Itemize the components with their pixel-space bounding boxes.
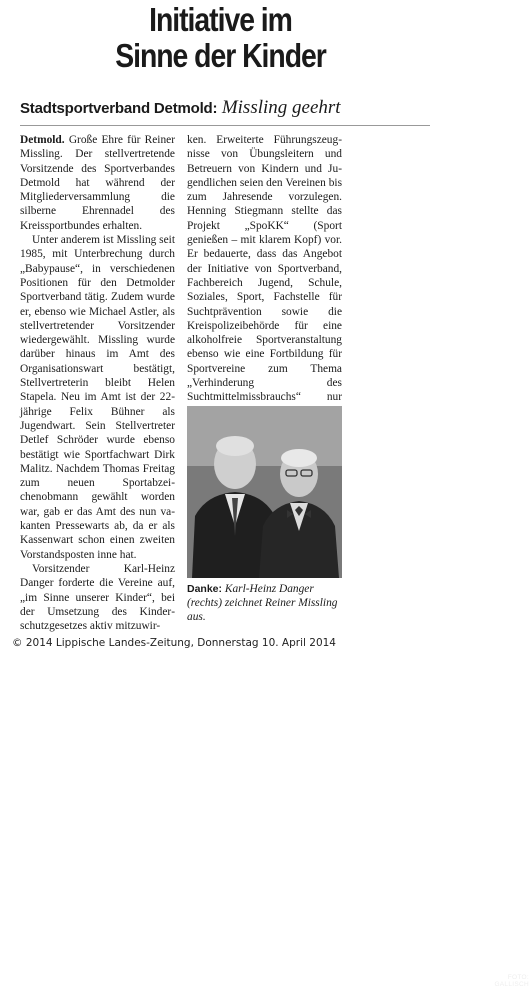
kicker-subtitle: Missling geehrt <box>221 97 341 118</box>
article-column-1 <box>20 133 175 633</box>
paragraph-continued: ken. Erweiterte Führungszeugnisse von Übungsleitern und Betreuern von Kindern und Jugendlichen seien den Vereinen bis zum Jahresende vorzulegen. Henning Stiegmann stellte das Projekt „SpoKK“ (Sport genießen – mit klarem Kopf) vor. Er bedauerte, dass das Angebot der Initiative von Sportverband, Fachbereich Jugend, Schule, Soziales, Sport, Fachstelle für Suchtprävention sowie die Kreispolizeibehörde für eine alkoholfreie Sportveranstaltung ebenso wie eine Fortbildung für Sportvereine zum Thema „Verhinderung des Suchtmittelmissbrauchs“ nur <box>187 134 342 404</box>
paragraph-1 <box>20 133 175 233</box>
kicker-organization: Stadtsportverband Detmold: <box>20 100 218 117</box>
caption-label: Danke: <box>187 583 223 595</box>
kicker <box>20 96 430 120</box>
photo-two-men <box>187 406 342 578</box>
caption-text: Karl-Heinz Danger (rechts) zeichnet Reiner Missling aus. <box>187 583 338 623</box>
paragraph-2: Unter anderem ist Missling seit 1985, mit Unterbrechung durch „Babypause“, in verschiedenen Positionen für den Detmolder Sportverband tätig. Zudem wurde er, ebenso wie Michael Astler, als stellvertretender Vorsitzender wiedergewählt. Missling wurde darüber hinaus im Amt des Organisationswart bestätigt, Stellvertreterin bleibt Helen Stapela. Neu im Amt ist der 22-jährige Felix Bühner als Jugendwart. Sein Stellvertreter Detlef Schröder wurde ebenso bestätigt wie Sportfachwart Dirk Malitz. Nachdem Thomas Freitag zum neuen Sportabzeichenobmann gewählt worden war, gab er das Amt des nun vakanten Pressewarts ab, da er als Kassenwart schon einen zweiten Vorstandsposten inne hat. <box>20 234 175 561</box>
copyright-footer: © 2014 Lippische Landes-Zeitung, Donnerstag 10. April 2014 <box>12 637 336 649</box>
photo-caption <box>187 582 342 624</box>
dateline: Detmold. <box>20 134 65 146</box>
headline <box>31 2 410 74</box>
paragraph-3: Vorsitzender Karl-Heinz Danger forderte die Vereine auf, „im Sinne unserer Kinder“, bei der Umsetzung des Kinderschutzgesetzes aktiv mitzuwir- <box>20 562 175 633</box>
divider-rule <box>20 125 430 126</box>
headline-line-2: Sinne der Kinder <box>115 37 326 74</box>
headline-line-1: Initiative im <box>149 1 292 38</box>
photo-credit: FOTO: GALLISCH <box>494 974 529 988</box>
paragraph-1-text: Große Ehre für Reiner Missling. Der stellvertretende Vorsitzende des Sportverbandes Detmold hat während der Mitgliederversammlung die silberne Ehrennadel des Kreissportbundes erhalten. <box>20 134 175 232</box>
